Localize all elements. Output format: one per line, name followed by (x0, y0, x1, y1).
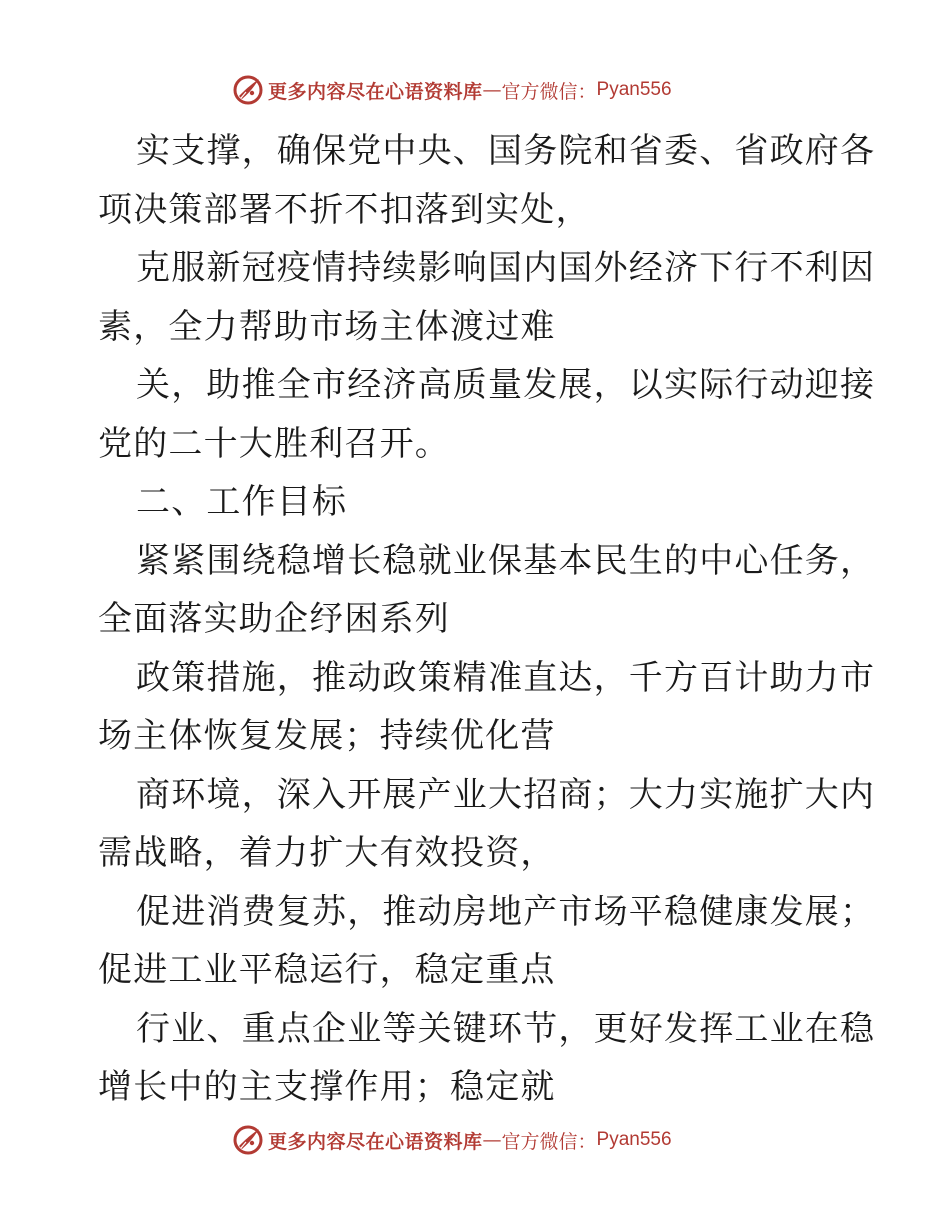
document-body (98, 122, 876, 1117)
paragraph-line: 项决策部署不折不扣落到实处， (98, 189, 591, 230)
paragraph-line: 需战略，着力扩大有效投资， (98, 833, 556, 873)
paragraph-line: 商环境，深入开展产业大招商；大力实施扩大内 (136, 774, 876, 815)
paragraph-line: 关，助推全市经济高质量发展，以实际行动迎接 (136, 365, 876, 405)
watermark-brand: 更多内容尽在心语资料库 (268, 80, 483, 103)
paragraph-line: 素，全力帮助市场主体渡过难 (98, 306, 556, 347)
watermark-official-label: 官方微信： (501, 1130, 597, 1153)
paragraph-line: 促进工业平稳运行，稳定重点 (98, 950, 556, 990)
quill-logo-icon (232, 1124, 264, 1156)
watermark-separator: — (482, 1129, 502, 1151)
watermark-official-label: 官方微信： (501, 80, 597, 103)
watermark-wechat-id: Pyan556 (596, 1129, 672, 1150)
paragraph-line: 增长中的主支撑作用；稳定就 (98, 1067, 556, 1107)
header-watermark (232, 72, 672, 108)
paragraph-line: 促进消费复苏，推动房地产市场平稳健康发展； (136, 891, 876, 932)
watermark-brand: 更多内容尽在心语资料库 (268, 1130, 483, 1153)
quill-logo-icon (232, 74, 264, 106)
paragraph-line: 克服新冠疫情持续影响国内国外经济下行不利因 (136, 248, 876, 288)
paragraph-line: 行业、重点企业等关键环节，更好发挥工业在稳 (136, 1008, 876, 1049)
paragraph-line: 紧紧围绕稳增长稳就业保基本民生的中心任务， (136, 540, 876, 581)
footer-watermark (232, 1122, 672, 1158)
watermark-separator: — (482, 79, 502, 101)
paragraph-line: 全面落实助企纾困系列 (98, 599, 450, 639)
paragraph-line: 实支撑，确保党中央、国务院和省委、省政府各 (136, 131, 876, 171)
section-heading: 二、工作目标 (136, 482, 348, 522)
paragraph-line: 场主体恢复发展；持续优化营 (98, 716, 556, 756)
watermark-wechat-id: Pyan556 (596, 79, 672, 100)
paragraph-line: 政策措施，推动政策精准直达，千方百计助力市 (136, 657, 876, 698)
paragraph-line: 党的二十大胜利召开。 (98, 423, 450, 464)
